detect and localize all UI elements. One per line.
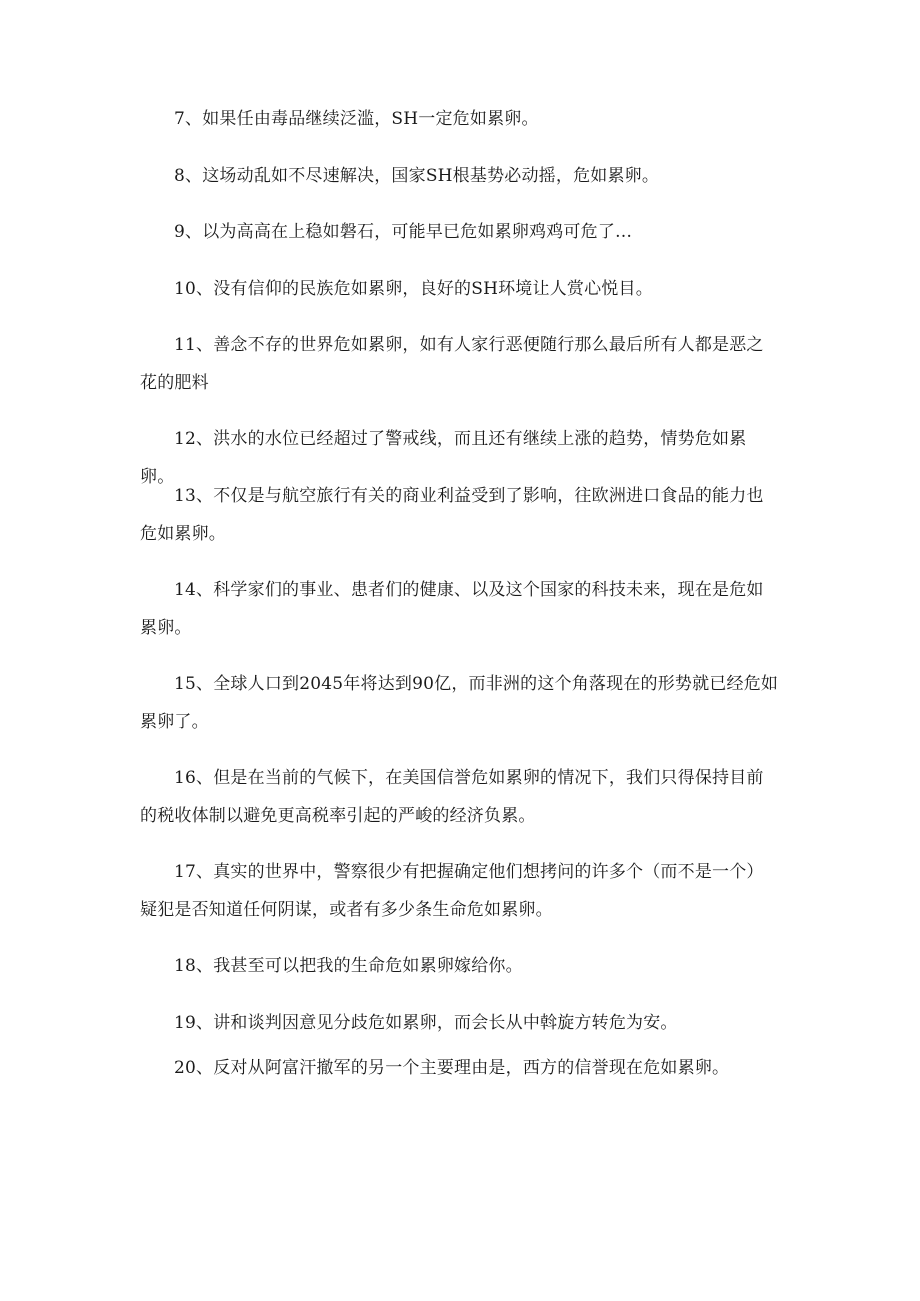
sentence-15: 15、全球人口到2045年将达到90亿，而非洲的这个角落现在的形势就已经危如累卵了。: [140, 674, 779, 732]
sentence-11: 11、善念不存的世界危如累卵，如有人家行恶便随行那么最后所有人都是恶之花的肥料: [140, 335, 764, 393]
sentence-17: 17、真实的世界中，警察很少有把握确定他们想拷问的许多个（而不是一个）疑犯是否知道任何阴谋，或者有多少条生命危如累卵。: [140, 862, 764, 920]
sentence-13: 13、不仅是与航空旅行有关的商业利益受到了影响，往欧洲进口食品的能力也危如累卵。: [140, 486, 764, 544]
sentence-10: 10、没有信仰的民族危如累卵，良好的SH环境让人赏心悦目。: [174, 279, 653, 299]
sentence-20: 20、反对从阿富汗撤军的另一个主要理由是，西方的信誉现在危如累卵。: [174, 1058, 730, 1078]
sentence-12: 12、洪水的水位已经超过了警戒线，而且还有继续上涨的趋势，情势危如累卵。: [140, 429, 747, 487]
sentence-14: 14、科学家们的事业、患者们的健康、以及这个国家的科技未来，现在是危如累卵。: [140, 580, 764, 638]
sentence-9: 9、以为高高在上稳如磐石，可能早已危如累卵鸡鸡可危了…: [174, 222, 633, 242]
sentence-18: 18、我甚至可以把我的生命危如累卵嫁给你。: [174, 956, 523, 976]
sentence-7: 7、如果任由毒品继续泛滥，SH一定危如累卵。: [174, 109, 539, 129]
sentence-19: 19、讲和谈判因意见分歧危如累卵，而会长从中斡旋方转危为安。: [174, 1013, 678, 1033]
sentence-16: 16、但是在当前的气候下，在美国信誉危如累卵的情况下，我们只得保持目前的税收体制以避免更高税率引起的严峻的经济负累。: [140, 768, 764, 826]
sentence-8: 8、这场动乱如不尽速解决，国家SH根基势必动摇，危如累卵。: [174, 166, 660, 186]
